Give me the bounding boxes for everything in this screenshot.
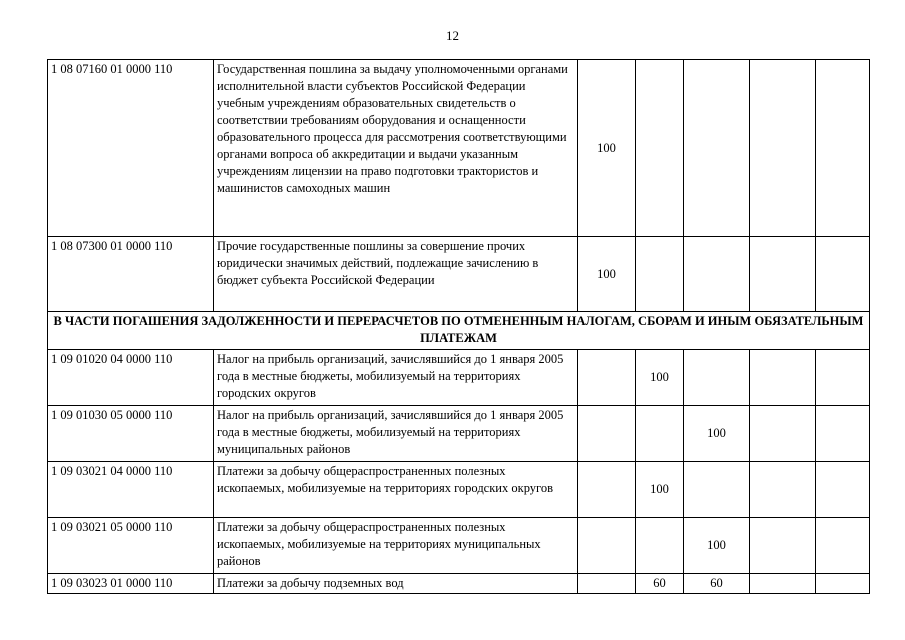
value-cell-col3: 100	[684, 406, 750, 462]
budget-code-cell: 1 09 01030 05 0000 110	[48, 406, 214, 462]
revenue-name-cell: Налог на прибыль организаций, зачислявшийся до 1 января 2005 года в местные бюджеты, мобилизуемый на территориях муниципальных районов	[214, 406, 578, 462]
section-header-row	[48, 312, 870, 350]
budget-code-cell: 1 09 03021 05 0000 110	[48, 518, 214, 574]
value-cell-col5	[816, 350, 870, 406]
value-cell-col2	[636, 237, 684, 312]
table-row	[48, 237, 870, 312]
budget-code-cell: 1 09 03023 01 0000 110	[48, 574, 214, 594]
value-cell-col5	[816, 60, 870, 237]
value-cell-col5	[816, 574, 870, 594]
table-row	[48, 518, 870, 574]
value-cell-col1: 100	[578, 60, 636, 237]
value-cell-col2	[636, 518, 684, 574]
budget-code-cell: 1 09 01020 04 0000 110	[48, 350, 214, 406]
value-cell-col5	[816, 237, 870, 312]
value-cell-col3	[684, 60, 750, 237]
value-cell-col2: 60	[636, 574, 684, 594]
value-cell-col1	[578, 462, 636, 518]
value-cell-col1	[578, 406, 636, 462]
table-row	[48, 350, 870, 406]
revenue-name-cell: Государственная пошлина за выдачу уполномоченными органами исполнительной власти субъектов Российской Федерации учебным учреждениям образовательных свидетельств о соответствии требованиям оборудования и оснащенности образовательного процесса для рассмотрения соответствующими органами вопроса об аккредитации и выдачи указанным учреждениям лицензии на право подготовки трактористов и машинистов самоходных машин	[214, 60, 578, 237]
value-cell-col1	[578, 574, 636, 594]
value-cell-col4	[750, 462, 816, 518]
table-row	[48, 60, 870, 237]
value-cell-col4	[750, 574, 816, 594]
revenue-name-cell: Платежи за добычу общераспространенных полезных ископаемых, мобилизуемые на территориях муниципальных районов	[214, 518, 578, 574]
value-cell-col3	[684, 350, 750, 406]
revenue-name-cell: Налог на прибыль организаций, зачислявшийся до 1 января 2005 года в местные бюджеты, мобилизуемый на территориях городских округов	[214, 350, 578, 406]
value-cell-col2: 100	[636, 462, 684, 518]
value-cell-col3: 100	[684, 518, 750, 574]
page-number: 12	[446, 28, 459, 43]
value-cell-col5	[816, 518, 870, 574]
value-cell-col4	[750, 518, 816, 574]
budget-code-cell: 1 08 07300 01 0000 110	[48, 237, 214, 312]
value-cell-col1: 100	[578, 237, 636, 312]
value-cell-col2	[636, 60, 684, 237]
value-cell-col2: 100	[636, 350, 684, 406]
value-cell-col4	[750, 406, 816, 462]
value-cell-col4	[750, 237, 816, 312]
section-title: В ЧАСТИ ПОГАШЕНИЯ ЗАДОЛЖЕННОСТИ И ПЕРЕРАСЧЕТОВ ПО ОТМЕНЕННЫМ НАЛОГАМ, СБОРАМ И ИНЫМ ОБЯЗАТЕЛЬНЫМ ПЛАТЕЖАМ	[48, 312, 870, 350]
revenue-name-cell: Платежи за добычу подземных вод	[214, 574, 578, 594]
value-cell-col2	[636, 406, 684, 462]
table-row	[48, 406, 870, 462]
value-cell-col4	[750, 60, 816, 237]
budget-code-cell: 1 08 07160 01 0000 110	[48, 60, 214, 237]
value-cell-col1	[578, 350, 636, 406]
budget-code-cell: 1 09 03021 04 0000 110	[48, 462, 214, 518]
revenue-distribution-table	[47, 59, 870, 594]
value-cell-col1	[578, 518, 636, 574]
value-cell-col5	[816, 462, 870, 518]
value-cell-col4	[750, 350, 816, 406]
value-cell-col3	[684, 237, 750, 312]
table-row	[48, 462, 870, 518]
revenue-name-cell: Платежи за добычу общераспространенных полезных ископаемых, мобилизуемые на территориях городских округов	[214, 462, 578, 518]
revenue-name-cell: Прочие государственные пошлины за совершение прочих юридически значимых действий, подлежащие зачислению в бюджет субъекта Российской Федерации	[214, 237, 578, 312]
table-row	[48, 574, 870, 594]
value-cell-col5	[816, 406, 870, 462]
value-cell-col3: 60	[684, 574, 750, 594]
value-cell-col3	[684, 462, 750, 518]
